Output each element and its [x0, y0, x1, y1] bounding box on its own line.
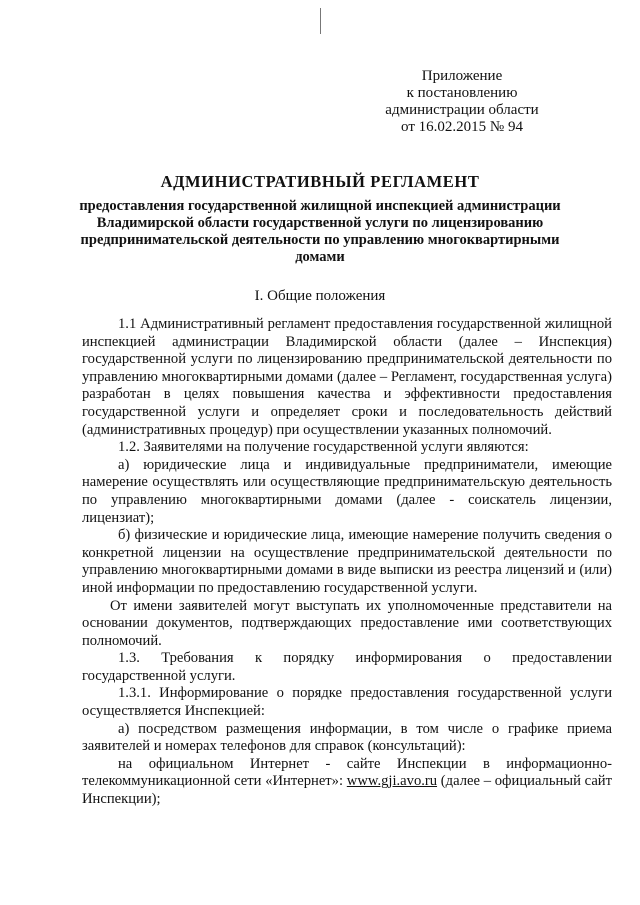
- official-site-link[interactable]: www.gji.avo.ru: [346, 773, 438, 790]
- header-line-date: от 16.02.2015 № 94: [401, 119, 523, 135]
- header-line-decree: к постановлению: [406, 85, 518, 101]
- appendix-header: [372, 68, 552, 136]
- header-line-appendix: Приложение: [421, 68, 503, 84]
- header-line-administration: администрации области: [385, 102, 539, 118]
- document-subtitle: предоставления государственной жилищной инспекцией администрации Владимирской области государственной услуги по лицензированию предпринимательской деятельности по управлению многоквартирными домами: [79, 198, 561, 265]
- paragraph-representatives: От имени заявителей могут выступать их уполномоченные представители на основании документов, подтверждающих предоставление ими соответствующих полномочий.: [82, 597, 612, 649]
- paragraph-1-3: 1.3. Требования к порядку информирования о предоставлении государственной услуги.: [82, 650, 612, 684]
- official-site-text-start: на официальном Интернет - сайте Инспекции в информационно-телекоммуникационной сети «Интернет»:: [82, 755, 612, 790]
- paragraph-1-1: 1.1 Административный регламент предоставления государственной жилищной инспекцией администрации Владимирской области (далее – Инспекция) государственной услуги по лицензированию предпринимательской деятельности по управлению многоквартирными домами (далее – Регламент, государственная услуга) разработан в целях повышения качества и эффективности предоставления государственной услуги и определяет сроки и последовательность действий (административных процедур) при осуществлении указанных полномочий.: [82, 316, 612, 438]
- page-edge-mark: [320, 8, 321, 34]
- paragraph-1-2-b: б) физические и юридические лица, имеющие намерение получить сведения о конкретной лицензии на осуществление предпринимательской деятельности по управлению многоквартирными домами в виде выписки из реестра лицензий и (или) иной информации по предоставлению государственной услуги.: [82, 527, 612, 596]
- document-body: [82, 316, 612, 809]
- paragraph-official-site: [82, 756, 612, 809]
- document-title: АДМИНИСТРАТИВНЫЙ РЕГЛАМЕНТ: [160, 172, 480, 191]
- paragraph-1-3-1-a: а) посредством размещения информации, в том числе о графике приема заявителей и номерах телефонов для справок (консультаций):: [82, 720, 612, 755]
- paragraph-1-3-1: 1.3.1. Информирование о порядке предоставления государственной услуги осуществляется Инспекцией:: [82, 685, 612, 720]
- paragraph-1-2-a: а) юридические лица и индивидуальные предприниматели, имеющие намерение осуществлять или осуществляющие предпринимательскую деятельность по управлению многоквартирными домами (далее - соискатель лицензии, лицензиат);: [82, 456, 612, 526]
- official-site-text-end: (далее – официальный сайт Инспекции);: [82, 773, 612, 808]
- section-heading: I. Общие положения: [254, 288, 386, 304]
- paragraph-1-2: 1.2. Заявителями на получение государственной услуги являются:: [118, 439, 529, 456]
